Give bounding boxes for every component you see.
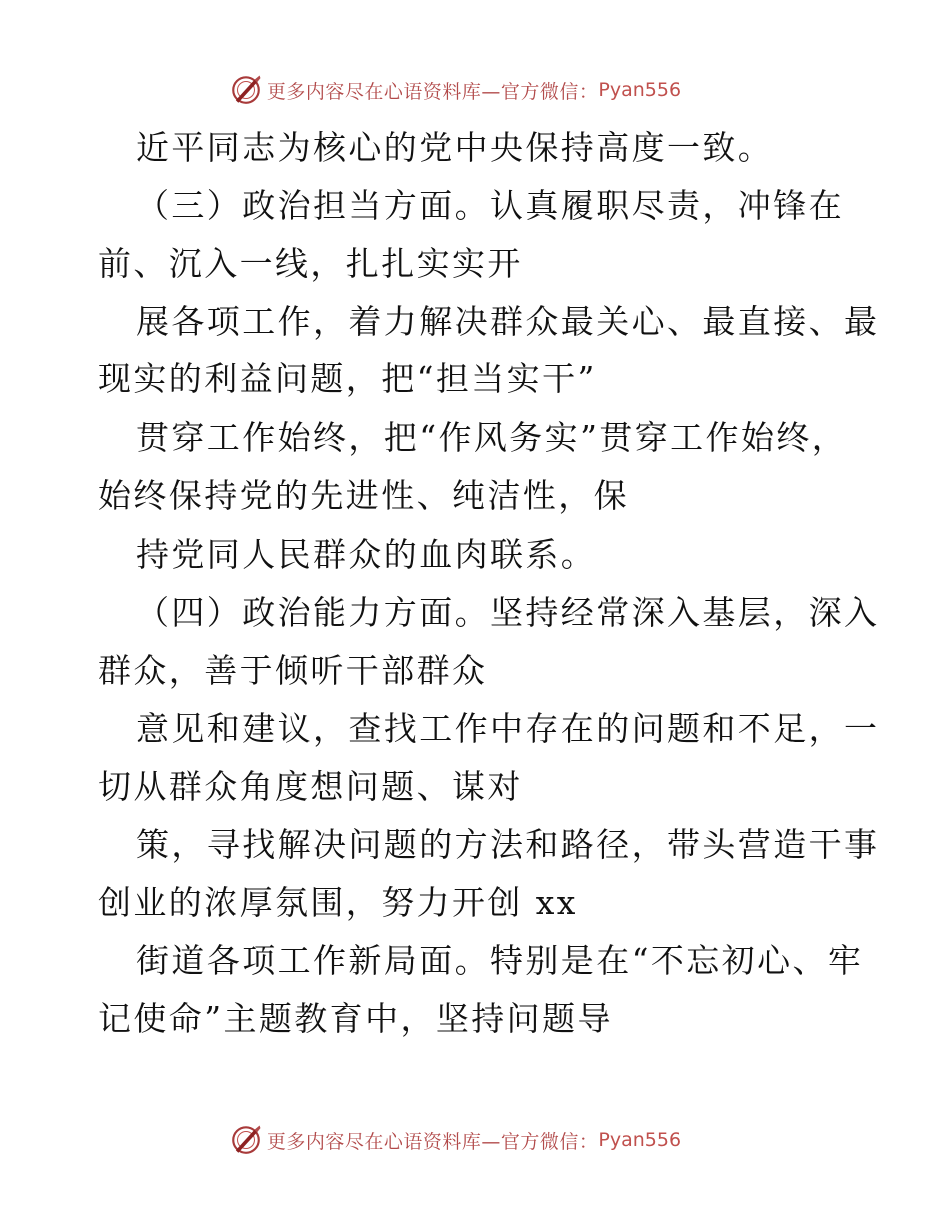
text-line: 展各项工作，着力解决群众最关心、最直接、最 [136, 302, 880, 341]
text-line: 街道各项工作新局面。特别是在“不忘初心、牢 [136, 941, 864, 980]
text-line: 群众，善于倾听干部群众 [98, 651, 488, 690]
text-line: 持党同人民群众的血肉联系。 [136, 535, 597, 574]
watermark-wechat-id: Pyan556 [598, 79, 682, 101]
watermark-text: 更多内容尽在心语资料库—官方微信： [266, 80, 599, 103]
quill-seal-icon [229, 73, 263, 107]
text-line: 意见和建议，查找工作中存在的问题和不足，一 [136, 709, 880, 748]
text-line: 现实的利益问题，把“担当实干” [98, 359, 597, 398]
footer-watermark [0, 1120, 950, 1160]
header-watermark [0, 70, 950, 110]
text-line: 始终保持党的先进性、纯洁性，保 [98, 476, 629, 515]
text-line: 贯穿工作始终，把“作风务实”贯穿工作始终， [136, 418, 848, 457]
watermark-text: 更多内容尽在心语资料库—官方微信： [266, 1130, 599, 1153]
text-line: 前、沉入一线，扎扎实实开 [98, 244, 523, 283]
text-line: 记使命”主题教育中，坚持问题导 [98, 999, 613, 1038]
text-line: 策，寻找解决问题的方法和路径，带头营造干事 [136, 825, 880, 864]
text-line: （四）政治能力方面。坚持经常深入基层，深入 [136, 593, 880, 632]
watermark-wechat-id: Pyan556 [598, 1129, 682, 1151]
text-line: （三）政治担当方面。认真履职尽责，冲锋在 [136, 186, 844, 225]
text-line: 近平同志为核心的党中央保持高度一致。 [136, 128, 774, 167]
text-line: 创业的浓厚氛围，努力开创 xx [98, 883, 578, 922]
quill-seal-icon [229, 1123, 263, 1157]
text-line: 切从群众角度想问题、谋对 [98, 767, 523, 806]
